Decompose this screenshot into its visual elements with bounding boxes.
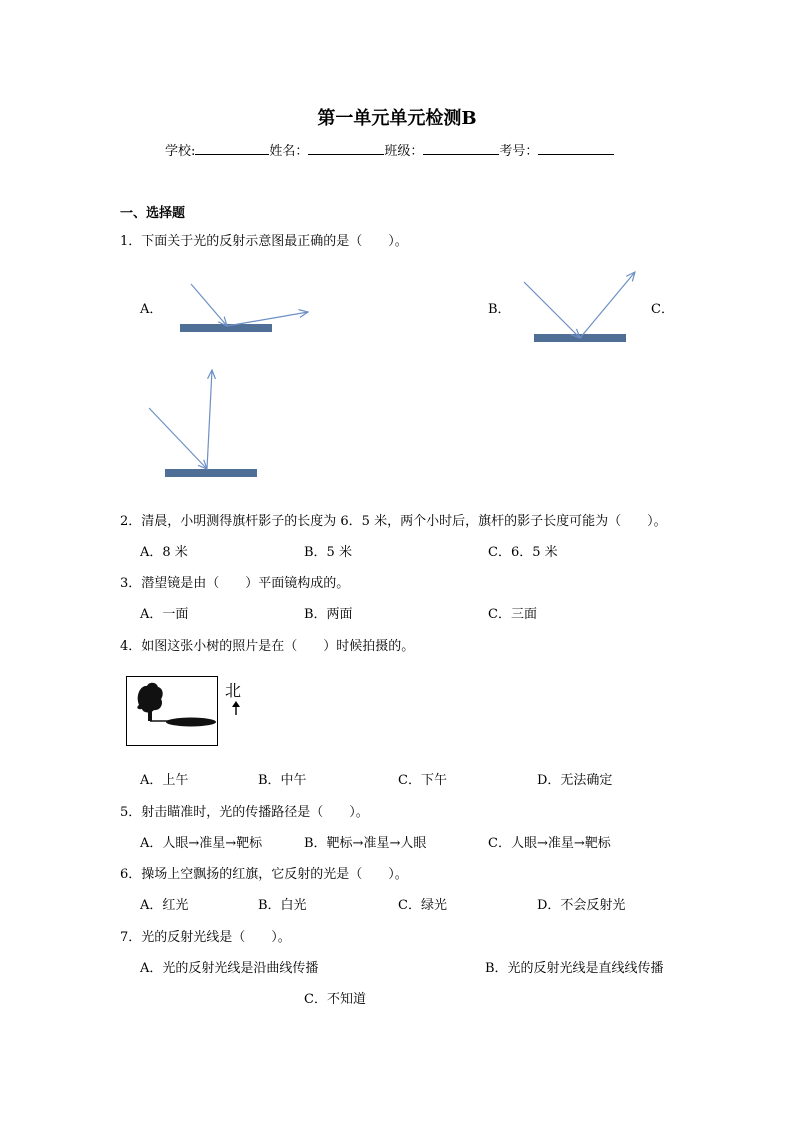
q3-option-a: A．一面 — [140, 607, 189, 622]
class-label: 班级： — [384, 144, 424, 159]
north-label: 北 — [225, 681, 242, 700]
north-arrow-icon — [230, 700, 242, 716]
tree-icon — [127, 677, 216, 744]
q4-option-d: D．无法确定 — [537, 773, 613, 788]
q6-option-b: B．白光 — [258, 898, 307, 913]
q1-option-b: B． — [488, 302, 511, 317]
diagram-a — [180, 284, 308, 332]
q4-option-b: B．中午 — [258, 773, 307, 788]
question-4: 4．如图这张小树的照片是在（ ）时候拍摄的。 — [120, 639, 415, 654]
q7-option-a: A．光的反射光线是沿曲线传播 — [140, 961, 319, 976]
q4-option-a: A．上午 — [140, 773, 189, 788]
exam-no-label: 考号： — [499, 144, 539, 159]
name-label: 姓名： — [269, 144, 309, 159]
question-1: 1．下面关于光的反射示意图最正确的是（ ）。 — [120, 234, 408, 249]
q7-option-b: B．光的反射光线是直线线传播 — [485, 961, 664, 976]
q1-option-a: A． — [140, 302, 163, 317]
q5-option-b: B．靶标→准星→人眼 — [304, 836, 427, 851]
question-5: 5．射击瞄准时，光的传播路径是（ ）。 — [120, 805, 369, 820]
question-2: 2．清晨，小明测得旗杆影子的长度为 6．5 米，两个小时后，旗杆的影子长度可能为（ ）。 — [120, 514, 667, 529]
q3-option-b: B．两面 — [304, 607, 353, 622]
diagram-b — [524, 272, 635, 342]
question-7: 7．光的反射光线是（ ）。 — [120, 930, 291, 945]
school-label: 学校: — [165, 144, 196, 159]
q2-option-c: C．6．5 米 — [488, 545, 558, 560]
q2-option-a: A．8 米 — [140, 545, 188, 560]
q6-option-c: C．绿光 — [398, 898, 447, 913]
tree-photo — [126, 676, 218, 746]
section-heading: 一、选择题 — [120, 206, 186, 221]
question-6: 6．操场上空飘扬的红旗，它反射的光是（ ）。 — [120, 867, 408, 882]
q3-option-c: C．三面 — [488, 607, 537, 622]
q1-option-c: C． — [651, 302, 674, 317]
q7-option-c: C．不知道 — [304, 992, 366, 1007]
question-3: 3．潜望镜是由（ ）平面镜构成的。 — [120, 576, 350, 591]
q4-option-c: C．下午 — [398, 773, 447, 788]
q2-option-b: B．5 米 — [304, 545, 352, 560]
q6-option-d: D．不会反射光 — [537, 898, 626, 913]
diagram-c — [149, 370, 257, 477]
page-title: 第一单元单元检测B — [317, 108, 477, 129]
q6-option-a: A．红光 — [140, 898, 189, 913]
q5-option-a: A．人眼→准星→靶标 — [140, 836, 263, 851]
q5-option-c: C．人眼→准星→靶标 — [488, 836, 611, 851]
